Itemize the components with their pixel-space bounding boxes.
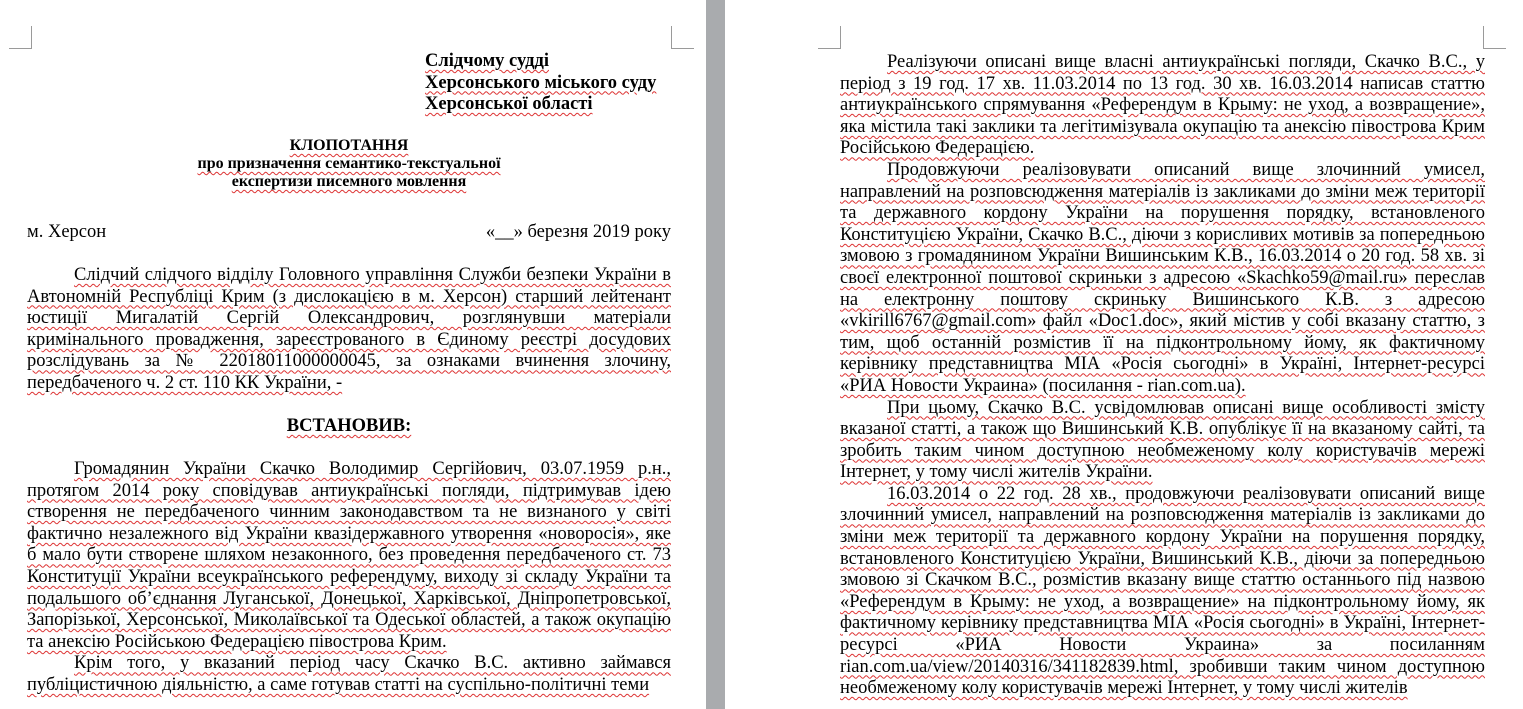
place-text: м. Херсон [27,222,107,242]
body-paragraph: Крім того, у вказаний період часу Скачко В.С. активно займався публіцистичною діяльністю, а саме готував статті на суспільно-політичні теми [27,653,671,695]
body-text-left[interactable] [27,459,671,697]
addressee-line: Херсонської області [425,94,593,115]
margin-corner-top-right [671,26,694,49]
margin-corner-top-right [1483,26,1506,49]
document-heading[interactable] [27,137,671,191]
body-paragraph: 16.03.2014 о 22 год. 28 хв., продовжуючи реалізовувати описаний вище злочинний умисел, направлений на розповсюдження матеріалів із закликами до зміни меж території та державного кордону України на порушення порядку, встановленого Конституцією України, Вишинський К.В., діючи за попередньою змовою зі Скачком В.С., розмістив вказану вище статтю останнього під назвою «Референдум в Крыму: не уход, а возвращение» на підконтрольному йому, як фактичному керівнику представництва МІА «Росія сьогодні» в Україні, Інтернет-ресурсі «РИА Новости Украина» за посиланням rian.com.ua/view/20140316/341182839.html, зробивши таким чином доступною необмеженому колу користувачів мережі Інтернет, у тому числі жителів [840,483,1485,699]
intro-section[interactable] [27,265,671,395]
place-date-row[interactable] [27,222,671,244]
date-text: «__» березня 2019 року [485,222,671,242]
section-heading-block[interactable] [27,416,671,438]
body-paragraph: Продовжуючи реалізовувати описаний вище злочинний умисел, направлений на розповсюдження матеріалів із закликами до зміни меж території та державного кордону України на порушення порядку, встановленого Конституцією України, Скачко В.С., діючи з корисливих мотивів за попередньою змовою з громадянином України Вишинським К.В., 16.03.2014 о 20 год. 58 хв. зі своєї електронної поштової скриньки з адресою «Skachko59@mail.ru» переслав на електронну поштову скриньку Вишинського К.В. з адресою «vkirill6767@gmail.com» файл «Doc1.doc», який містив у собі вказану статтю, з тим, щоб останній розмістив її на підконтрольному йому, як фактичному керівнику представництва МІА «Росія сьогодні» в Україні, Інтернет-ресурсі «РИА Новости Украина» (посилання - rian.com.ua). [840,159,1485,396]
body-paragraph: Громадянин України Скачко Володимир Сергійович, 03.07.1959 р.н., протягом 2014 року сповідував антиукраїнські погляди, підтримував ідею створення не передбаченого чинним законодавством та не визнаного у світі фактично незалежного від України квазідержавного утворення «новоросія», яке б мало бути створене шляхом незаконного, без проведення передбаченого ст. 73 Конституції України всеукраїнського референдуму, виходу зі складу України та подальшого об’єднання Луганської, Донецької, Харківської, Дніпропетровської, Запорізької, Херсонської, Миколаївської та Одеської областей, а також окупацію та анексію Російською Федерацією півострова Крим. [27,459,671,652]
addressee-block[interactable] [425,51,656,116]
addressee-line: Слідчому судді [425,51,549,71]
addressee-line: Херсонського міського суду [425,72,657,93]
body-paragraph: Реалізуючи описані вище власні антиукраїнські погляди, Скачко В.С., у період з 19 год. 17 хв. 11.03.2014 по 13 год. 30 хв. 16.03.2014 написав статтю антиукраїнського спрямування «Референдум в Крыму: не уход, а возвращение», яка містила такі заклики та легітимізувала окупацію та анексію півострова Крим Російською Федерацією. [840,52,1485,159]
document-page-right [725,0,1523,709]
section-heading: ВСТАНОВИВ: [286,416,412,436]
margin-corner-top-left [9,26,32,49]
margin-corner-top-left [818,26,841,49]
document-subtitle-line: про призначення семантико-текстуальної [197,155,501,172]
intro-paragraph: Слідчий слідчого відділу Головного управління Служби безпеки України в Автономній Республіці Крим (з дислокацією в м. Херсон) старший лейтенант юстиції Мигалатій Сергій Олександрович, розглянувши матеріали кримінального провадження, зареєстрованого в Єдиному реєстрі досудових розслідувань за № 22018011000000045, за ознаками вчинення злочину, передбаченого ч. 2 ст. 110 КК України, - [27,265,671,393]
document-subtitle-line: експертизи писемного мовлення [231,173,467,190]
body-text-right[interactable] [840,52,1485,700]
body-paragraph: При цьому, Скачко В.С. усвідомлював описані вище особливості змісту вказаної статті, а також що Вишинський К.В. опублікує її на вказаному сайті, та зробить таким чином доступною необмеженому колу користувачів мережі Інтернет, у тому числі жителів України. [840,397,1485,483]
document-title: КЛОПОТАННЯ [289,137,409,154]
document-page-left [0,0,706,709]
